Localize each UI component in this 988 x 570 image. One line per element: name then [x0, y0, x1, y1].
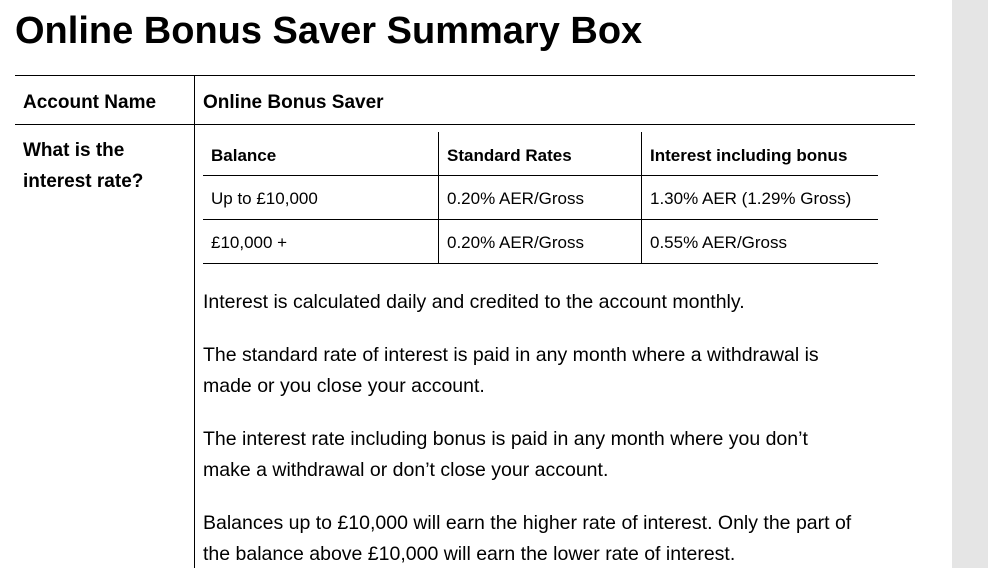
paragraph-line: The interest rate including bonus is paid in any month where you don’t: [203, 428, 808, 450]
rates-table-row-divider: [203, 219, 878, 220]
rates-table-col-divider: [438, 132, 439, 264]
paragraph-line: the balance above £10,000 will earn the lower rate of interest.: [203, 543, 736, 565]
table-cell: Up to £10,000: [211, 189, 318, 208]
rates-table-col-divider: [641, 132, 642, 264]
scrollbar-track[interactable]: [952, 0, 988, 568]
page-title: Online Bonus Saver Summary Box: [15, 10, 643, 52]
paragraph-line: Balances up to £10,000 will earn the higher rate of interest. Only the part of: [203, 512, 852, 534]
account-name-label: Account Name: [23, 92, 157, 113]
table-cell: 0.20% AER/Gross: [447, 189, 585, 208]
rates-table-row-divider: [203, 175, 878, 176]
rates-header-bonus: Interest including bonus: [650, 146, 848, 165]
table-cell: 1.30% AER (1.29% Gross): [650, 189, 852, 208]
interest-rate-label-line2: interest rate?: [23, 171, 144, 192]
rates-table-bottom-border: [203, 263, 878, 264]
table-top-border: [15, 75, 915, 76]
rates-header-balance: Balance: [211, 146, 277, 165]
paragraph-line: The standard rate of interest is paid in any month where a withdrawal is: [203, 344, 819, 366]
row-divider: [15, 124, 915, 125]
table-cell: 0.20% AER/Gross: [447, 233, 585, 252]
paragraph-line: make a withdrawal or don’t close your account.: [203, 459, 609, 481]
account-name-value: Online Bonus Saver: [203, 92, 384, 113]
table-cell: 0.55% AER/Gross: [650, 233, 788, 252]
paragraph-line: made or you close your account.: [203, 375, 485, 397]
rates-header-standard: Standard Rates: [447, 146, 572, 165]
column-divider: [194, 75, 195, 568]
interest-rate-label-line1: What is the: [23, 140, 125, 161]
table-cell: £10,000 +: [211, 233, 288, 252]
paragraph-line: Interest is calculated daily and credited to the account monthly.: [203, 291, 745, 313]
